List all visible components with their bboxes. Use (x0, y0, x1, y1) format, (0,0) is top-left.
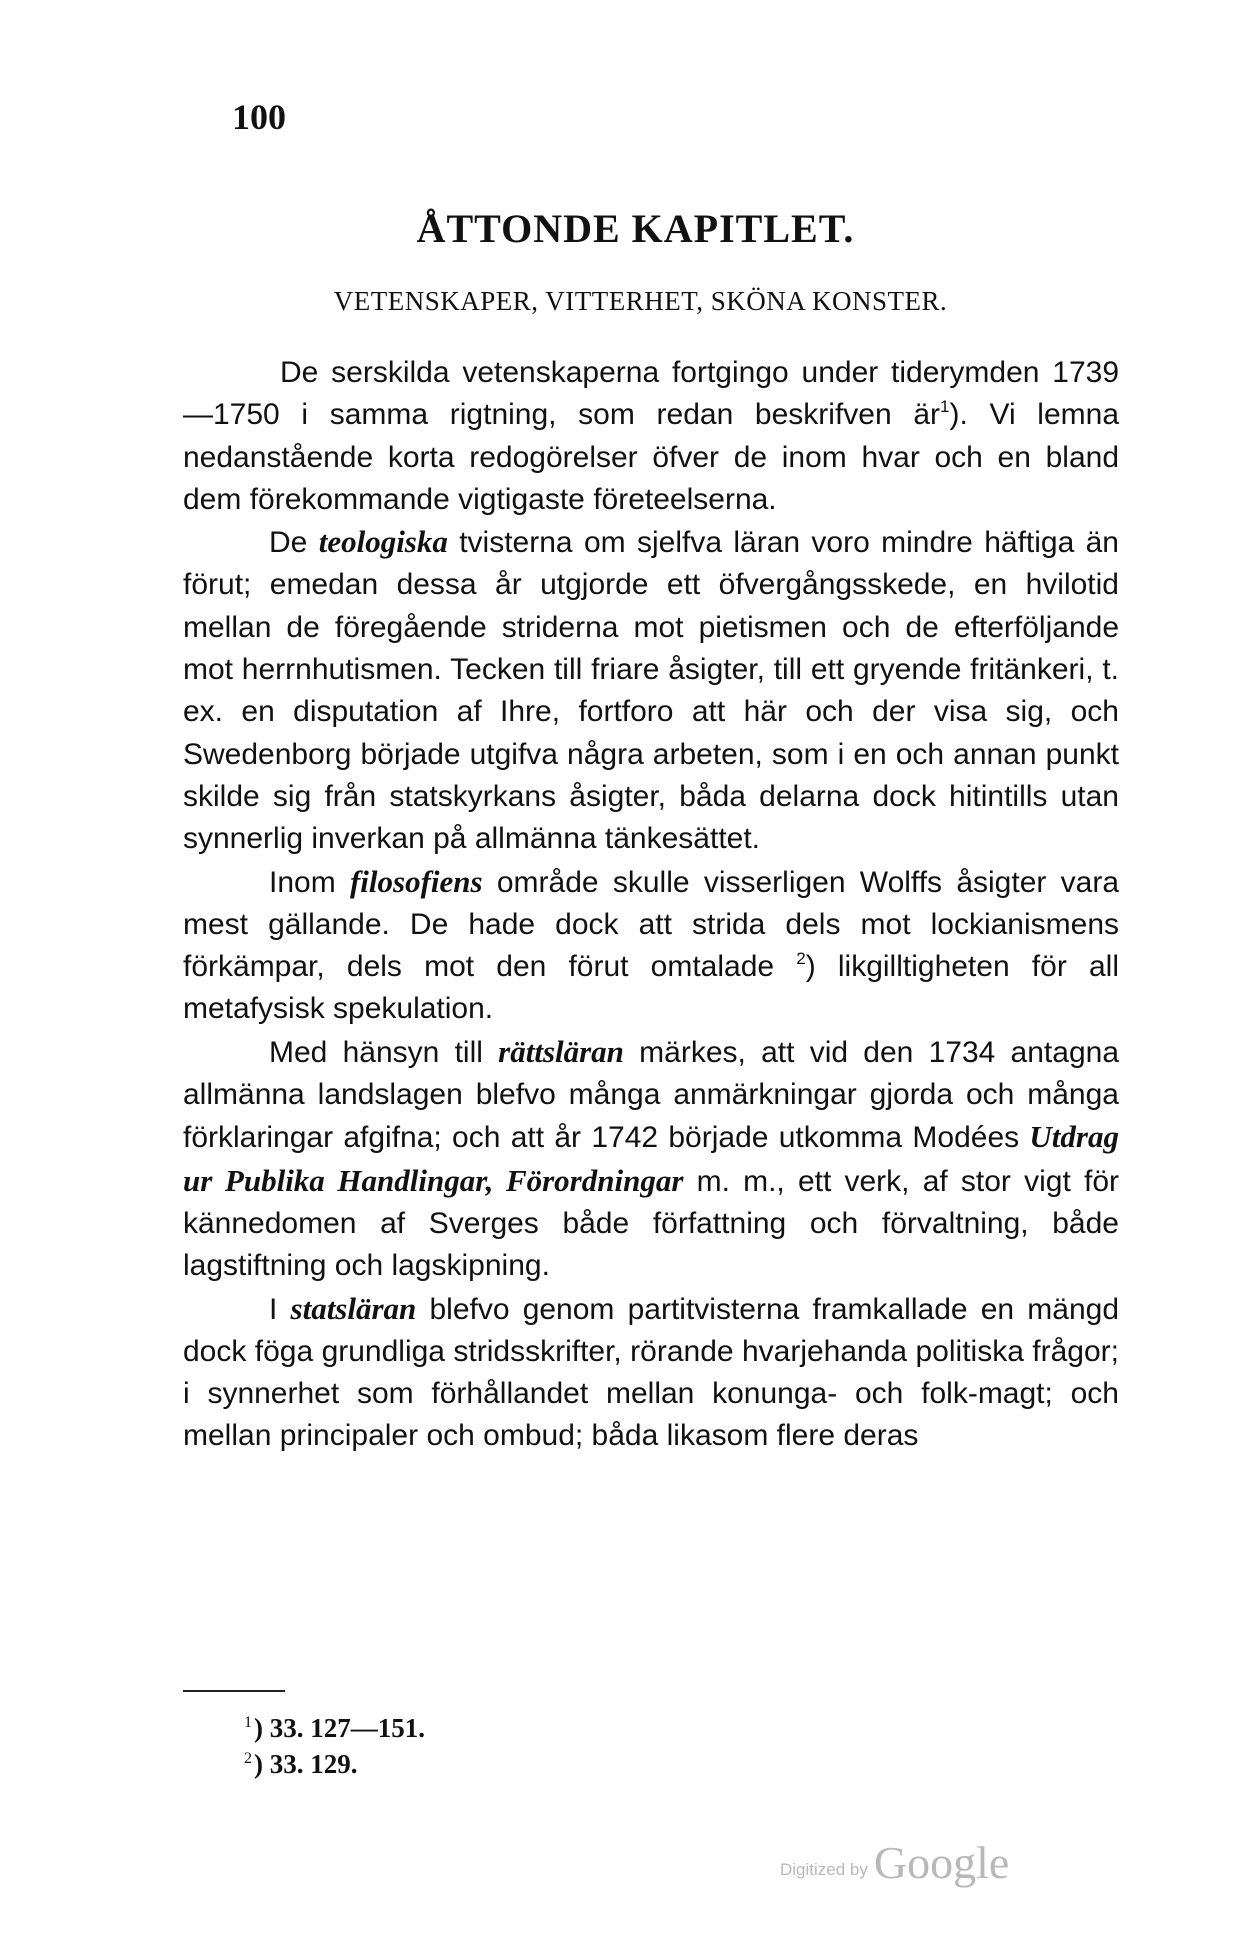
footnote-text: ) 33. 129. (254, 1749, 358, 1779)
footnote-ref: 2 (244, 1750, 252, 1767)
paragraph (183, 1031, 1119, 1288)
google-logo: Google (873, 1837, 1010, 1888)
text-run: tvisterna om sjelfva läran voro mindre häftiga än förut; emedan dessa år utgjorde ett öfvergångsskede, en hvilotid mellan de föregående striderna mot pietismen och de efterföljande mot herrnhutismen. Tecken till friare åsigter, till ett gryende fritänkeri, t. ex. en disputation af Ihre, fortforo att här och der visa sig, och Swedenborg började utgifva några arbeten, som i en och annan punkt skilde sig från statskyrkans åsigter, båda delarna dock hitintills utan synnerlig inverkan på allmänna tänkesättet. (183, 526, 1119, 856)
footnote-ref: 1 (244, 1714, 252, 1731)
chapter-title: ÅTTONDE KAPITLET. (416, 206, 855, 251)
paragraph (183, 352, 1119, 521)
digitized-watermark (780, 1836, 1009, 1889)
paragraph (183, 861, 1119, 1031)
emphasized-term: rättsläran (498, 1033, 624, 1069)
text-run: I (269, 1292, 291, 1326)
footnote-marker: 1 (940, 397, 950, 417)
footnote (244, 1746, 425, 1782)
footnote-rule (183, 1690, 285, 1692)
text-run: märkes, att vid den 1734 antagna allmänna landslagen blefvo många anmärkningar gjorda och många förklaringar afgifna; och att år 1742 började utkomma Modées (183, 1035, 1119, 1155)
footnote-text: ) 33. 127—151. (254, 1713, 425, 1743)
body-text (183, 352, 1119, 1458)
text-run: De (269, 526, 319, 560)
text-run: Inom (269, 865, 350, 899)
text-run: ) likgilltigheten för all metafysisk spekulation. (183, 950, 1119, 1026)
text-run: blefvo genom partitvisterna framkallade en mängd dock föga grundliga stridsskrifter, rörande hvarjehanda politiska frågor; i synnerhet som förhållandet mellan konunga- och folk-magt; och mellan principaler och ombud; båda likasom flere deras (183, 1292, 1120, 1453)
paragraph (183, 521, 1119, 860)
text-run: område skulle visserligen Wolffs åsigter vara mest gällande. De hade dock att strida dels mot lockianismens förkämpar, dels mot den förut omtalade (183, 865, 1119, 984)
text-run: Med hänsyn till (269, 1035, 499, 1069)
watermark-prefix: Digitized by (780, 1860, 868, 1879)
footnotes (244, 1710, 425, 1782)
emphasized-term: Utdrag ur Publika Handlingar, Förordningar (183, 1119, 1119, 1198)
paragraph (183, 1288, 1119, 1458)
text-run: ). Vi lemna nedanstående korta redogörelser öfver de inom hvar och en bland dem förekommande vigtigaste företeelserna. (183, 398, 1119, 516)
emphasized-term: filosofiens (349, 863, 483, 899)
text-run: m. m., ett verk, af stor vigt för kännedomen af Sverges både författning och förvaltning, både lagstiftning och lagskipning. (183, 1164, 1119, 1283)
chapter-subtitle: VETENSKAPER, VITTERHET, SKÖNA KONSTER. (333, 286, 948, 316)
emphasized-term: teologiska (318, 524, 448, 560)
footnote-marker: 2 (796, 949, 806, 969)
footnote (244, 1710, 425, 1746)
emphasized-term: statsläran (290, 1290, 417, 1326)
text-run: De serskilda vetenskaperna fortgingo under tiderymden 1739—1750 i samma rigtning, som redan beskrifven är (183, 356, 1119, 432)
page-number: 100 (232, 97, 286, 137)
